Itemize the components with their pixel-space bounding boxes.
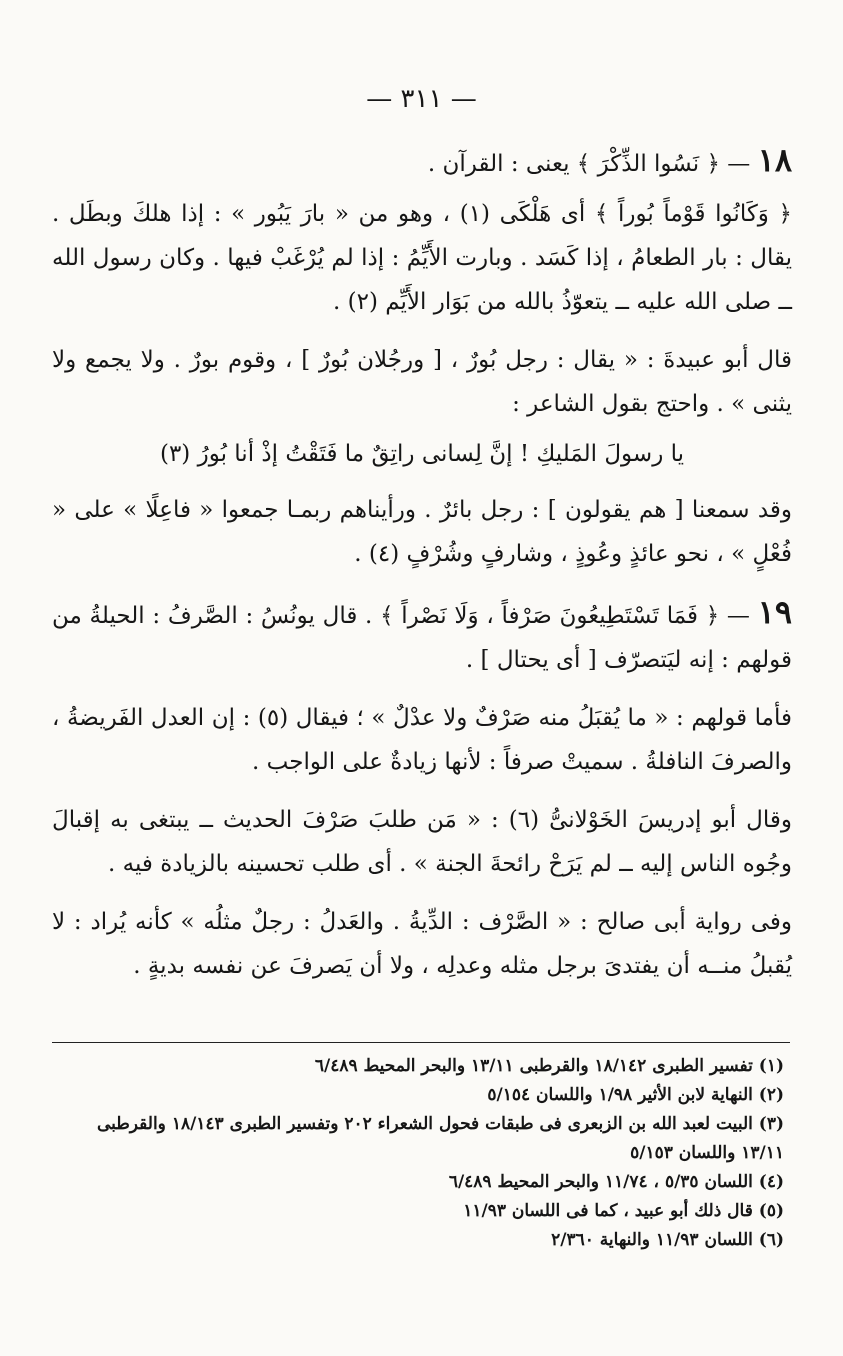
- paragraph: [52, 488, 792, 576]
- paragraph: [52, 798, 792, 886]
- paragraph-text: فأما قولهم : « ما يُقبَلُ منه صَرْفٌ ولا عدْلٌ » ؛ فيقال (٥) : إن العدل الفَريضةُ ، والصرفَ النافلةُ . سميتْ صرفاً : لأنها زيادةٌ على الواجب .: [52, 705, 792, 775]
- footnotes: [52, 1052, 792, 1255]
- footnote: (٣) البيت لعبد الله بن الزبعرى فى طبقات فحول الشعراء ٢٠٢ وتفسير الطبرى ١٨/١٤٣ والقرطبى ١٣/١١ واللسان ٥/١٥٣: [96, 1114, 784, 1163]
- main-text: [52, 138, 792, 1002]
- paragraph-text: وقال أبو إدريسَ الخَوْلانىُّ (٦) : « مَن طلبَ صَرْفَ الحديث ــ يبتغى به إقبالَ وجُوه الناس إليه ــ لم يَرَحْ رائحةَ الجنة » . أى طلب تحسينه بالزيادة فيه .: [52, 807, 792, 877]
- footnote: (٢) النهاية لابن الأثير ١/٩٨ واللسان ٥/١٥٤: [487, 1085, 784, 1105]
- paragraph: [52, 192, 792, 324]
- paragraph-text: وقد سمعنا [ هم يقولون ] : رجل بائرٌ . ورأيناهم ربمـا جمعوا « فاعِلًا » على « فُعْلٍ » ، نحو عائذٍ وعُوذٍ ، وشارفٍ وشُرْفٍ (٤) .: [52, 497, 792, 567]
- page-number: — ٣١١ —: [366, 84, 477, 114]
- paragraph-text: — ﴿ فَمَا تَسْتَطِيعُونَ صَرْفاً ، وَلَا نَصْراً ﴾ . قال يونُسُ : الصَّرفُ : الحيلةُ من قولهم : إنه ليَتصرّف [ أى يحتال ] .: [52, 603, 792, 673]
- entry-number: ١٩: [757, 593, 792, 631]
- footnote: (٦) اللسان ١١/٩٣ والنهاية ٢/٣٦٠: [551, 1230, 784, 1250]
- entry-number: ١٨: [757, 141, 792, 179]
- verse-text: يا رسولَ المَليكِ ! إنَّ لِسانى راتِقٌ ما فَتَقْتُ إذْ أنا بُورُ (٣): [159, 441, 685, 467]
- footnote: (٤) اللسان ٥/٣٥ ، ١١/٧٤ والبحر المحيط ٦/٤٨٩: [448, 1172, 784, 1192]
- paragraph-text: ﴿ وَكَانُوا قَوْماً بُوراً ﴾ أى هَلْكَى (١) ، وهو من « بارَ يَبُور » : إذا هلكَ وبطَل . يقال : بار الطعامُ ، إذا كَسَد . وبارت الأَيِّمُ : إذا لم يُرْغَبْ فيها . وكان رسول الله ــ صلى الله عليه ــ يتعوّذُ بالله من بَوَار الأَيِّم (٢) .: [52, 201, 792, 315]
- paragraph-text: — ﴿ نَسُوا الذِّكْرَ ﴾ يعنى : القرآن .: [427, 151, 758, 177]
- paragraph: [52, 338, 792, 426]
- paragraph-text: قال أبو عبيدةَ : « يقال : رجل بُورٌ ، [ ورجُلان بُورٌ ] ، وقوم بورٌ . ولا يجمع ولا يثنى » . واحتج بقول الشاعر :: [52, 347, 792, 417]
- footnote: (٥) قال ذلك أبو عبيد ، كما فى اللسان ١١/٩٣: [463, 1201, 784, 1221]
- paragraph-entry-18: [52, 138, 792, 186]
- paragraph-text: وفى رواية أبى صالح : « الصَّرْف : الدِّيةُ . والعَدلُ : رجلٌ مثلُه » كأنه يُراد : لا يُقبلُ منــه أن يفتدىَ برجل مثله وعدلِه ، ولا أن يَصرفَ عن نفسه بديةٍ .: [52, 909, 792, 979]
- poetry-verse: [52, 432, 792, 476]
- paragraph: [52, 900, 792, 988]
- footnote-separator: [52, 1042, 790, 1043]
- paragraph: [52, 696, 792, 784]
- footnote: (١) تفسير الطبرى ١٨/١٤٢ والقرطبى ١٣/١١ والبحر المحيط ٦/٤٨٩: [314, 1056, 784, 1076]
- paragraph-entry-19: [52, 590, 792, 682]
